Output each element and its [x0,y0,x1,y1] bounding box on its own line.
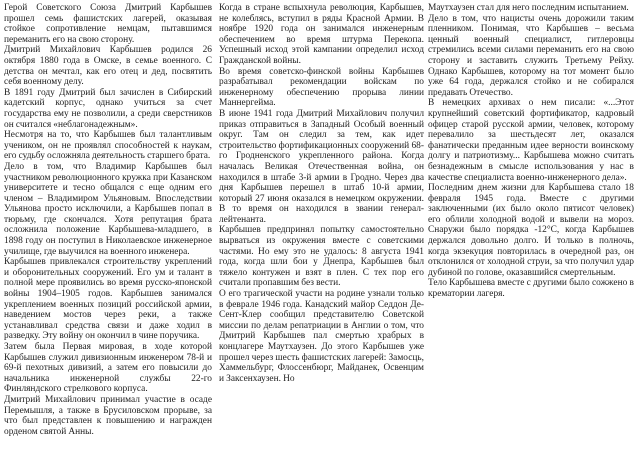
paragraph: Маутхаузен стал для него последним испытанием. [428,3,629,13]
paragraph: В 1891 году Дмитрий был зачислен в Сибирский кадетский корпус, однако учиться за счет государства ему не позволили, а среди сверстников он считался «неблагонадежным». [4,87,212,130]
paragraph: Дмитрий Михайлович Карбышев родился 26 октября 1880 года в Омске, в семье военного. С детства он мечтал, как его отец и дед, посвятить себя военному делу. [4,45,212,88]
paragraph: Тело Карбышева вместе с другими было сожжено в крематории лагеря. [428,278,634,300]
paragraph: Дело в том, что Владимир Карбышев был участником революционного кружка при Казанском университете и тесно общался с еще одним его членом – Владимиром Ульяновым. Впоследствии Ульянова просто исключили, а Карбышев попал в тюрьму, где скончался. Хотя репутация брата осложнила положение Карбышева-младшего, в 1898 году он поступил в Николаевское инженерное училище, где выучился на военного инженера. [4,161,212,257]
paragraph: Дмитрий Михайлович принимал участие в осаде Перемышля, а также в Брусиловском прорыве, за что был представлен к повышению и награжден орденом святой Анны. [4,394,212,437]
paragraph: О его трагической участи на родине узнали только в феврале 1946 года. Канадский майор Седдон Де-Сент-Клер сообщил представителю Советской миссии по делам репатриации в Англии о том, что Дмитрий Карбышев пал смертью храбрых в концлагере Маутхаузен. До этого Карбышев уже прошел через шесть фашистских лагерей: Замосць, Хаммельбург, Флоссенбюрг, Майданек, Освенцим и Заксенхаузен. Но [219,289,424,384]
paragraph: Когда в стране вспыхнула революция, Карбышев, не колеблясь, вступил в ряды Красной Армии. В ноябре 1920 года он занимался инженерным обеспечением во время штурма Перекопа. Успешный исход этой кампании определил исход Гражданской войны. [219,3,424,66]
article-column-2 [219,3,424,452]
paragraph: В немецких архивах о нем писали: «...Этот крупнейший советский фортификатор, кадровый офицер старой русской армии, человек, которому перевалило за шестьдесят лет, оказался фанатически преданным идее верности воинскому долгу и патриотизму... Карбышева можно считать безнадежным в смысле использования у нас в качестве специалиста военно-инженерного дела». [428,98,634,183]
paragraph: Последним днем жизни для Карбышева стало 18 февраля 1945 года. Вместе с другими заключенными (их было около пятисот человек) его облили холодной водой и вывели на мороз. Снаружи было порядка -12°С, когда Карбышев держался довольно долго. И только в полночь, когда экзекуция повторилась в очередной раз, он отклонился от холодной струи, за что получил удар дубиной по голове, оказавшийся смертельным. [428,183,634,278]
paragraph: Карбышев предпринял попытку самостоятельно вырваться из окружения вместе с советскими частями. Но ему это не удалось: 8 августа 1941 года, когда шли бои у Днепра, Карбышев был тяжело контужен и взят в плен. С тех пор его считали пропавшим без вести. [219,225,424,289]
paragraph: Герой Советского Союза Дмитрий Карбышев прошел семь фашистских лагерей, оказывая стойкое сопротивление немцам, пытавшимся переманить его на свою сторону. [4,3,212,45]
article-column-3 [428,3,634,452]
article-column-1 [4,3,212,452]
paragraph: Затем была Первая мировая, в ходе которой Карбышев служил дивизионным инженером 78-й и 69-й пехотных дивизий, а затем его повысили до начальника инженерной службы 22-го Финляндского стрелкового корпуса. [4,342,212,395]
paragraph: Карбышев привлекался строительству укреплений и оборонительных сооружений. Его ум и талант в полной мере проявились во время русско-японской войны 1904–1905 годов. Карбышев занимался укреплением военных позиций российской армии, наведением мостов через реки, а также устанавливал средства связи и даже ходил в разведку. Эту войну он окончил в чине поручика. [4,257,212,342]
paragraph: Во время советско-финской войны Карбышев разрабатывал рекомендации войскам по инженерному обеспечению прорыва линии Маннергейма. [219,66,424,109]
paragraph: Несмотря на то, что Карбышев был талантливым учеником, он не проявлял способностей к наукам, его судьбу осложняла деятельность старшего брата. [4,130,212,162]
paragraph: Дело в том, что нацисты очень дорожили таким пленником. Понимая, что Карбышев – весьма ценный военный специалист, гитлеровцы стремились всеми силами переманить его на свою сторону и заставить служить Третьему Рейху. Однако Карбышев, которому на тот момент было уже 64 года, держался стойко и не собирался предавать Отечество. [428,13,634,98]
paragraph: В июне 1941 года Дмитрий Михайлович получил приказ отправиться в Западный Особый военный округ. Там он следил за тем, как идет строительство фортификационных сооружений 68-го Гродненского укрепленного района. Когда началась Великая Отечественная война, он находился в штабе 3-й армии в Гродно. Через два дня Карбышев перешел в штаб 10-й армии, который 27 июня оказался в немецком окружении. В то время он находился в звании генерал-лейтенанта. [219,108,424,225]
